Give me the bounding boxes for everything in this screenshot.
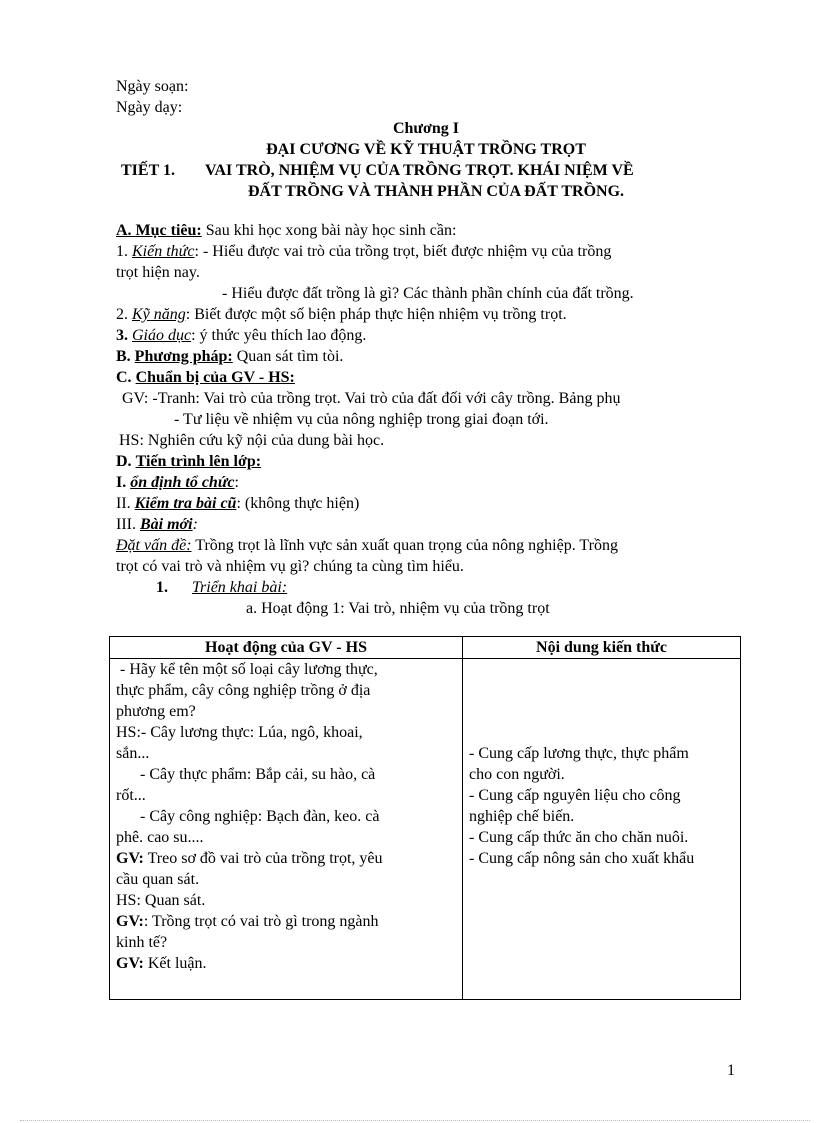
- trien-khai-label: Triển khai bài:: [192, 579, 288, 596]
- col2-line: nghiệp chế biến.: [469, 808, 575, 825]
- kien-thuc-number: 1.: [116, 243, 128, 260]
- chuan-bi-prefix: C.: [116, 369, 132, 386]
- ngay-day: Ngày dạy:: [116, 99, 183, 116]
- phuong-phap: [116, 346, 736, 367]
- kien-thuc-text1: : - Hiểu được vai trò của trồng trọt, biết được nhiệm vụ của trồng: [194, 243, 612, 260]
- chuan-bi-gv2: - Tư liệu về nhiệm vụ của nông nghiệp trong giai đoạn tới.: [174, 411, 549, 428]
- hoat-dong-1: a. Hoạt động 1: Vai trò, nhiệm vụ của trồng trọt: [246, 600, 550, 617]
- col2-line: cho con người.: [469, 766, 565, 783]
- ky-nang-number: 2.: [116, 306, 128, 323]
- bai-moi-suffix: :: [192, 516, 198, 533]
- on-dinh-label: ổn định tổ chức: [130, 474, 235, 491]
- ngay-soan: Ngày soạn:: [116, 78, 189, 95]
- on-dinh-prefix: I.: [116, 474, 127, 491]
- col1-line: GV: Kết luận.: [116, 955, 207, 972]
- trien-khai: [116, 577, 736, 598]
- muc-tieu-label: A. Mục tiêu:: [116, 222, 202, 239]
- kiem-tra-label: Kiểm tra bài cũ: [134, 495, 237, 512]
- col1-line: - Cây công nghiệp: Bạch đàn, keo. cà: [140, 808, 380, 825]
- tien-trinh-prefix: D.: [116, 453, 132, 470]
- ky-nang: [116, 304, 736, 325]
- kien-thuc: [116, 241, 736, 262]
- giao-duc-number: 3.: [116, 327, 128, 344]
- kien-thuc-label: Kiến thức: [132, 243, 195, 260]
- phuong-phap-label: Phương pháp:: [134, 348, 233, 365]
- gv-label: GV:: [116, 850, 144, 867]
- phuong-phap-prefix: B.: [116, 348, 131, 365]
- kiem-tra: [116, 493, 736, 514]
- kien-thuc-text2: trọt hiện nay.: [116, 264, 200, 281]
- col1-line: phương em?: [116, 703, 196, 720]
- chapter-title: Chương I: [392, 120, 460, 137]
- col2-header: Nội dung kiến thức: [463, 637, 741, 659]
- ky-nang-label: Kỹ năng: [132, 306, 186, 323]
- col1-cell: [110, 659, 463, 1000]
- col1-line: thực phẩm, cây công nghiệp trồng ở địa: [116, 682, 371, 699]
- col2-cell: [463, 659, 741, 1000]
- dat-van-de: [116, 535, 736, 556]
- on-dinh: [116, 472, 736, 493]
- tien-trinh-label: Tiến trình lên lớp:: [135, 453, 262, 470]
- lesson-title-line1: VAI TRÒ, NHIỆM VỤ CỦA TRỒNG TRỌT. KHÁI NIỆM VỀ: [205, 162, 634, 179]
- col1-line: - Hãy kể tên một số loại cây lương thực,: [120, 661, 378, 678]
- page-bottom-border: [20, 1120, 810, 1121]
- col1-line: cầu quan sát.: [116, 871, 200, 888]
- dat-van-de-text1: Trồng trọt là lĩnh vực sản xuất quan trọng của nông nghiệp. Trồng: [191, 537, 618, 554]
- dat-van-de-label: Đặt vấn đề:: [116, 537, 192, 554]
- on-dinh-suffix: :: [234, 474, 239, 491]
- chuan-bi-hs: HS: Nghiên cứu kỹ nội của dung bài học.: [119, 432, 385, 449]
- document-page: [116, 76, 736, 619]
- dat-van-de-text2: trọt có vai trò và nhiệm vụ gì? chúng ta cùng tìm hiểu.: [116, 558, 464, 575]
- lesson-title-line2: ĐẤT TRỒNG VÀ THÀNH PHẦN CỦA ĐẤT TRỒNG.: [247, 183, 625, 200]
- trien-khai-number: 1.: [156, 579, 168, 596]
- col2-line: - Cung cấp lương thực, thực phẩm: [469, 745, 689, 762]
- muc-tieu-text: Sau khi học xong bài này học sinh cần:: [205, 222, 457, 239]
- lesson-title: [116, 160, 736, 181]
- bai-moi-prefix: III.: [116, 516, 136, 533]
- muc-tieu: [116, 220, 736, 241]
- chuan-bi: [116, 367, 736, 388]
- col1-line: kinh tế?: [116, 934, 168, 951]
- bai-moi: [116, 514, 736, 535]
- phuong-phap-text: Quan sát tìm tòi.: [236, 348, 344, 365]
- col1-line: - Cây thực phẩm: Bắp cải, su hào, cà: [140, 766, 376, 783]
- kiem-tra-suffix: : (không thực hiện): [236, 495, 360, 512]
- col1-line: rốt...: [116, 787, 146, 804]
- gv-label: GV:: [116, 913, 144, 930]
- col1-line: GV: Treo sơ đồ vai trò của trồng trọt, yêu: [116, 850, 383, 867]
- col2-line: - Cung cấp nông sản cho xuất khẩu: [469, 850, 695, 867]
- col1-line: sắn...: [116, 745, 150, 762]
- gv-label: GV:: [116, 955, 144, 972]
- page-number: 1: [727, 1062, 735, 1079]
- table-header-row: [110, 637, 741, 659]
- col2-line: - Cung cấp thức ăn cho chăn nuôi.: [469, 829, 689, 846]
- col2-line: - Cung cấp nguyên liệu cho công: [469, 787, 681, 804]
- activity-table: [109, 636, 741, 1000]
- chapter-subtitle: ĐẠI CƯƠNG VỀ KỸ THUẬT TRỒNG TRỌT: [266, 141, 586, 158]
- col1-line: phê. cao su....: [116, 829, 204, 846]
- col1-line: GV:: Trồng trọt có vai trò gì trong ngành: [116, 913, 379, 930]
- giao-duc-label: Giáo dục: [132, 327, 192, 344]
- lesson-label: TIẾT 1.: [121, 162, 175, 179]
- table-row: [110, 659, 741, 1000]
- bai-moi-label: Bài mới: [139, 516, 193, 533]
- giao-duc: [116, 325, 736, 346]
- kiem-tra-prefix: II.: [116, 495, 131, 512]
- tien-trinh: [116, 451, 736, 472]
- col1-line: HS: Quan sát.: [116, 892, 206, 909]
- giao-duc-text: : ý thức yêu thích lao động.: [191, 327, 367, 344]
- col1-line: HS:- Cây lương thực: Lúa, ngô, khoai,: [116, 724, 363, 741]
- col1-header: Hoạt động của GV - HS: [110, 637, 463, 659]
- chuan-bi-label: Chuẩn bị của GV - HS:: [135, 369, 295, 386]
- chuan-bi-gv1: GV: -Tranh: Vai trò của trồng trọt. Vai trò của đất đối với cây trồng. Bảng phụ: [122, 390, 621, 407]
- kien-thuc-text3: - Hiểu được đất trồng là gì? Các thành phần chính của đất trồng.: [222, 285, 634, 302]
- ky-nang-text: : Biết được một số biện pháp thực hiện nhiệm vụ trồng trọt.: [185, 306, 567, 323]
